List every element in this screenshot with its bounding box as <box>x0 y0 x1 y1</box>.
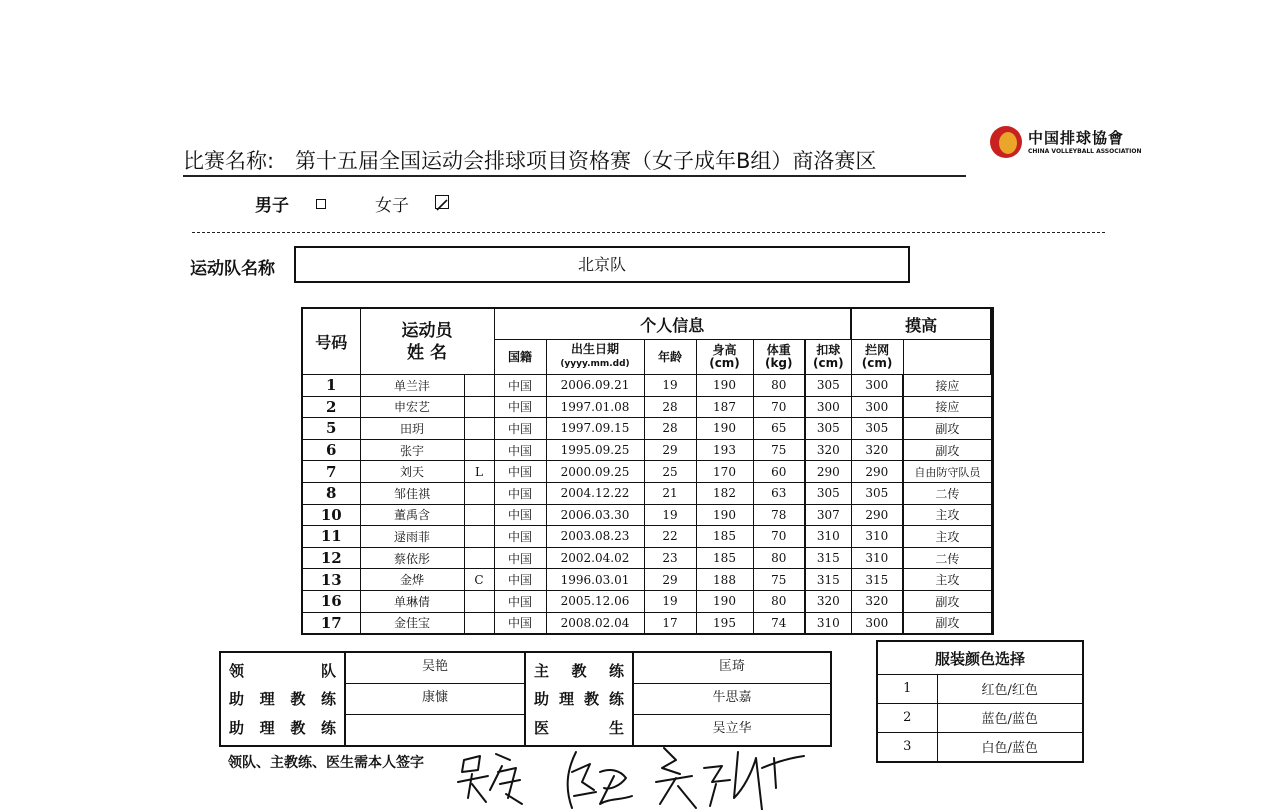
player-block-reach: 320 <box>851 590 903 612</box>
match-title-line <box>183 147 966 177</box>
player-name: 刘天 <box>360 461 464 483</box>
player-age: 23 <box>644 547 696 569</box>
player-height: 182 <box>696 482 753 504</box>
female-label: 女子 <box>375 196 409 216</box>
female-checkbox[interactable] <box>435 195 449 209</box>
player-height: 190 <box>696 375 753 397</box>
uniform-option-colors[interactable]: 红色/红色 <box>937 675 1083 704</box>
table-row <box>302 504 993 526</box>
player-block-reach: 300 <box>851 612 903 634</box>
player-birth-date: 2006.03.30 <box>546 504 644 526</box>
player-name: 田玥 <box>360 418 464 440</box>
player-birth-date: 1997.09.15 <box>546 418 644 440</box>
player-number: 1 <box>302 375 360 397</box>
player-weight: 60 <box>753 461 805 483</box>
player-position: 接应 <box>903 375 991 397</box>
player-block-reach: 310 <box>851 547 903 569</box>
player-age: 19 <box>644 375 696 397</box>
player-spike-reach: 307 <box>805 504 851 526</box>
player-weight: 65 <box>753 418 805 440</box>
player-block-reach: 290 <box>851 461 903 483</box>
player-block-reach: 310 <box>851 526 903 548</box>
player-height: 190 <box>696 418 753 440</box>
player-name: 董禹含 <box>360 504 464 526</box>
table-row <box>302 482 993 504</box>
player-block-reach: 305 <box>851 482 903 504</box>
player-mark: L <box>464 461 494 483</box>
staff-left-roles <box>220 652 345 746</box>
header-personal-info: 个人信息 <box>494 308 851 340</box>
player-name: 邹佳祺 <box>360 482 464 504</box>
player-spike-reach: 315 <box>805 547 851 569</box>
player-weight: 75 <box>753 569 805 591</box>
player-nationality: 中国 <box>494 396 546 418</box>
player-mark <box>464 547 494 569</box>
player-block-reach: 290 <box>851 504 903 526</box>
assistant1-name[interactable]: 康慷 <box>345 684 525 715</box>
player-weight: 78 <box>753 504 805 526</box>
male-label: 男子 <box>255 196 289 216</box>
player-birth-date: 2005.12.06 <box>546 590 644 612</box>
player-number: 2 <box>302 396 360 418</box>
player-birth-date: 1995.09.25 <box>546 439 644 461</box>
player-mark <box>464 590 494 612</box>
player-weight: 75 <box>753 439 805 461</box>
player-name: 金佳宝 <box>360 612 464 634</box>
player-age: 19 <box>644 590 696 612</box>
table-row <box>302 526 993 548</box>
header-spike: 扣球 (cm) <box>805 340 851 375</box>
player-weight: 70 <box>753 526 805 548</box>
player-weight: 80 <box>753 375 805 397</box>
table-row <box>302 439 993 461</box>
player-number: 10 <box>302 504 360 526</box>
header-number: 号码 <box>302 308 360 375</box>
player-height: 185 <box>696 526 753 548</box>
player-name: 张宇 <box>360 439 464 461</box>
player-nationality: 中国 <box>494 526 546 548</box>
player-weight: 63 <box>753 482 805 504</box>
player-block-reach: 320 <box>851 439 903 461</box>
player-age: 19 <box>644 504 696 526</box>
header-birth: 出生日期 (yyyy.mm.dd) <box>546 340 644 375</box>
player-spike-reach: 290 <box>805 461 851 483</box>
player-mark <box>464 612 494 634</box>
signature-note: 领队、主教练、医生需本人签字 <box>228 755 424 771</box>
player-height: 185 <box>696 547 753 569</box>
team-name-label: 运动队名称 <box>190 259 275 279</box>
uniform-option-no: 2 <box>877 703 937 732</box>
uniform-option-no: 1 <box>877 675 937 704</box>
header-weight: 体重 (kg) <box>753 340 805 375</box>
player-position: 副攻 <box>903 439 991 461</box>
player-spike-reach: 305 <box>805 418 851 440</box>
assistant3-name[interactable]: 牛思嘉 <box>633 684 831 715</box>
player-name: 单兰沣 <box>360 375 464 397</box>
player-weight: 80 <box>753 547 805 569</box>
player-name: 金烨 <box>360 569 464 591</box>
player-height: 193 <box>696 439 753 461</box>
assistant3-label: 助 理 教 练 <box>534 690 624 709</box>
player-age: 25 <box>644 461 696 483</box>
player-nationality: 中国 <box>494 569 546 591</box>
player-number: 16 <box>302 590 360 612</box>
uniform-option-colors[interactable]: 白色/蓝色 <box>937 732 1083 762</box>
player-spike-reach: 320 <box>805 439 851 461</box>
player-birth-date: 2000.09.25 <box>546 461 644 483</box>
player-number: 7 <box>302 461 360 483</box>
header-reach: 摸高 <box>851 308 991 340</box>
gender-male <box>255 191 289 216</box>
player-birth-date: 2003.08.23 <box>546 526 644 548</box>
player-mark <box>464 504 494 526</box>
head-coach-label: 主 教 练 <box>534 662 624 681</box>
player-position: 二传 <box>903 482 991 504</box>
head-coach-name[interactable]: 匡琦 <box>633 652 831 684</box>
player-nationality: 中国 <box>494 375 546 397</box>
player-spike-reach: 310 <box>805 526 851 548</box>
volleyball-icon <box>990 126 1022 158</box>
leader-name[interactable]: 吴艳 <box>345 652 525 684</box>
match-name: 第十五届全国运动会排球项目资格赛（女子成年B组）商洛赛区 <box>295 149 877 173</box>
header-nationality: 国籍 <box>494 340 546 375</box>
header-height: 身高 (cm) <box>696 340 753 375</box>
signature-leader <box>458 754 522 804</box>
player-age: 28 <box>644 396 696 418</box>
player-spike-reach: 305 <box>805 375 851 397</box>
player-height: 188 <box>696 569 753 591</box>
header-athlete: 运动员 姓 名 <box>360 308 494 375</box>
player-name: 单琳倩 <box>360 590 464 612</box>
table-row <box>302 612 993 634</box>
player-nationality: 中国 <box>494 482 546 504</box>
roster-table <box>301 307 994 635</box>
player-position: 副攻 <box>903 590 991 612</box>
table-row <box>302 375 993 397</box>
player-weight: 74 <box>753 612 805 634</box>
player-position: 副攻 <box>903 418 991 440</box>
player-nationality: 中国 <box>494 590 546 612</box>
uniform-table <box>876 640 1084 763</box>
player-nationality: 中国 <box>494 439 546 461</box>
player-nationality: 中国 <box>494 504 546 526</box>
header-position <box>991 308 993 375</box>
player-age: 29 <box>644 569 696 591</box>
signature-doctor <box>656 748 804 810</box>
player-height: 190 <box>696 504 753 526</box>
staff-right-roles <box>525 652 633 746</box>
player-name: 逯雨菲 <box>360 526 464 548</box>
player-spike-reach: 310 <box>805 612 851 634</box>
player-number: 8 <box>302 482 360 504</box>
handwritten-signatures <box>450 738 830 810</box>
player-age: 29 <box>644 439 696 461</box>
player-nationality: 中国 <box>494 461 546 483</box>
player-block-reach: 300 <box>851 396 903 418</box>
player-spike-reach: 320 <box>805 590 851 612</box>
player-number: 6 <box>302 439 360 461</box>
player-number: 12 <box>302 547 360 569</box>
player-birth-date: 2002.04.02 <box>546 547 644 569</box>
assistant1-label: 助 理 教 练 <box>229 690 336 709</box>
player-birth-date: 2006.09.21 <box>546 375 644 397</box>
uniform-option-no: 3 <box>877 732 937 762</box>
player-number: 5 <box>302 418 360 440</box>
player-mark <box>464 526 494 548</box>
association-logo <box>988 124 1142 162</box>
player-mark <box>464 396 494 418</box>
player-number: 17 <box>302 612 360 634</box>
male-checkbox[interactable] <box>316 199 326 209</box>
assistant2-label: 助 理 教 练 <box>229 718 336 737</box>
table-row <box>302 547 993 569</box>
header-age: 年龄 <box>644 340 696 375</box>
player-height: 190 <box>696 590 753 612</box>
player-weight: 70 <box>753 396 805 418</box>
player-mark <box>464 375 494 397</box>
player-birth-date: 2008.02.04 <box>546 612 644 634</box>
table-row <box>302 396 993 418</box>
leader-label: 领 队 <box>229 662 336 681</box>
player-spike-reach: 315 <box>805 569 851 591</box>
player-birth-date: 1997.01.08 <box>546 396 644 418</box>
staff-table <box>219 651 832 747</box>
player-position: 主攻 <box>903 504 991 526</box>
player-number: 13 <box>302 569 360 591</box>
player-block-reach: 315 <box>851 569 903 591</box>
signature-head-coach <box>568 752 632 808</box>
player-height: 170 <box>696 461 753 483</box>
player-number: 11 <box>302 526 360 548</box>
player-spike-reach: 300 <box>805 396 851 418</box>
doctor-label: 医 生 <box>534 718 624 737</box>
gender-female <box>375 191 409 216</box>
uniform-option-colors[interactable]: 蓝色/蓝色 <box>937 703 1083 732</box>
logo-text-en: CHINA VOLLEYBALL ASSOCIATION <box>1028 148 1142 155</box>
player-nationality: 中国 <box>494 612 546 634</box>
player-position: 接应 <box>903 396 991 418</box>
doctor-name[interactable]: 吴立华 <box>633 715 831 747</box>
check-icon <box>436 199 448 211</box>
player-mark <box>464 418 494 440</box>
player-name: 申宏艺 <box>360 396 464 418</box>
player-position: 二传 <box>903 547 991 569</box>
player-spike-reach: 305 <box>805 482 851 504</box>
player-age: 17 <box>644 612 696 634</box>
table-row <box>302 418 993 440</box>
player-position: 副攻 <box>903 612 991 634</box>
player-weight: 80 <box>753 590 805 612</box>
player-birth-date: 2004.12.22 <box>546 482 644 504</box>
player-nationality: 中国 <box>494 418 546 440</box>
player-age: 22 <box>644 526 696 548</box>
player-mark <box>464 439 494 461</box>
player-position: 主攻 <box>903 526 991 548</box>
player-position: 主攻 <box>903 569 991 591</box>
player-age: 21 <box>644 482 696 504</box>
table-row <box>302 590 993 612</box>
logo-text-cn: 中国排球協會 <box>1028 129 1125 147</box>
player-height: 195 <box>696 612 753 634</box>
player-name: 蔡依彤 <box>360 547 464 569</box>
player-position: 自由防守队员 <box>903 461 991 483</box>
header-block: 拦网 (cm) <box>851 340 903 375</box>
divider <box>192 232 1105 233</box>
player-mark <box>464 482 494 504</box>
table-row <box>302 461 993 483</box>
player-nationality: 中国 <box>494 547 546 569</box>
player-mark: C <box>464 569 494 591</box>
table-row <box>302 569 993 591</box>
player-birth-date: 1996.03.01 <box>546 569 644 591</box>
player-age: 28 <box>644 418 696 440</box>
uniform-title: 服装颜色选择 <box>877 641 1083 675</box>
player-block-reach: 300 <box>851 375 903 397</box>
team-name-field[interactable]: 北京队 <box>294 246 910 283</box>
match-name-label: 比赛名称: <box>183 149 275 173</box>
player-block-reach: 305 <box>851 418 903 440</box>
player-height: 187 <box>696 396 753 418</box>
